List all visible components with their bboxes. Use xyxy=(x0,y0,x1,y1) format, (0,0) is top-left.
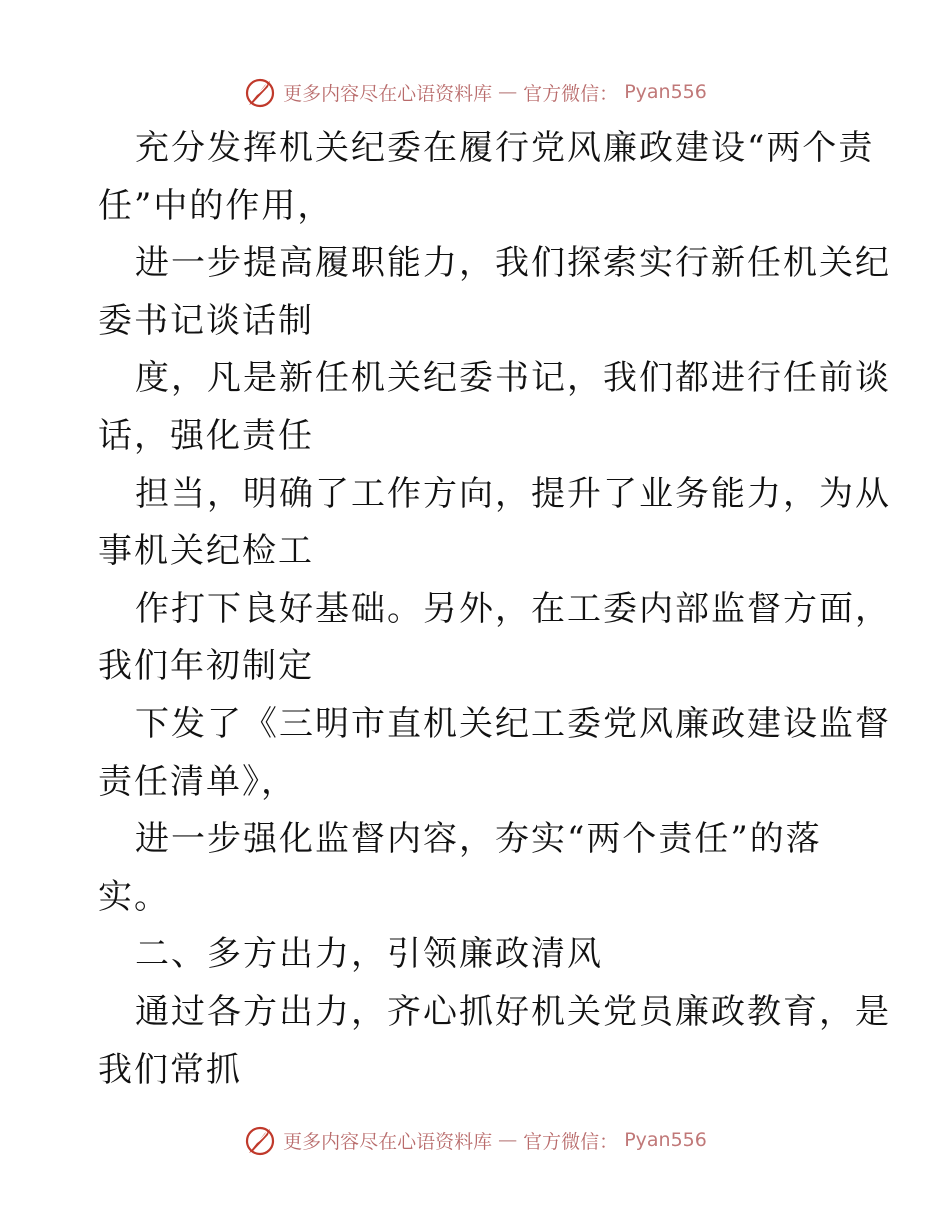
quill-pen-logo-icon xyxy=(243,75,277,109)
quill-pen-logo-icon xyxy=(243,1123,277,1157)
watermark-separator: — xyxy=(498,1129,518,1151)
section-heading: 二、多方出力，引领廉政清风 xyxy=(135,934,603,975)
paragraph-line: 责任清单》， xyxy=(98,761,297,802)
watermark-site-text: 更多内容尽在心语资料库 xyxy=(283,1130,493,1153)
paragraph-line: 担当，明确了工作方向，提升了业务能力，为从 xyxy=(135,473,891,514)
header-watermark xyxy=(0,72,950,112)
paragraph-line: 委书记谈话制 xyxy=(98,300,314,341)
paragraph-line: 进一步提高履职能力，我们探索实行新任机关纪 xyxy=(135,243,891,284)
paragraph-line: 任”中的作用， xyxy=(98,185,334,226)
paragraph-line: 事机关纪检工 xyxy=(98,531,314,572)
watermark-official-text: 官方微信： xyxy=(523,82,619,105)
paragraph-line: 作打下良好基础。另外，在工委内部监督方面， xyxy=(135,588,891,629)
paragraph-line: 话，强化责任 xyxy=(98,415,314,456)
watermark-wechat-id: Pyan556 xyxy=(624,81,707,103)
paragraph-line: 实。 xyxy=(98,876,170,917)
watermark-official-text: 官方微信： xyxy=(523,1130,619,1153)
footer-watermark xyxy=(0,1120,950,1160)
watermark-wechat-id: Pyan556 xyxy=(624,1129,707,1151)
paragraph-line: 度，凡是新任机关纪委书记，我们都进行任前谈 xyxy=(135,358,891,399)
paragraph-line: 我们常抓 xyxy=(98,1049,242,1090)
paragraph-line: 下发了《三明市直机关纪工委党风廉政建设监督 xyxy=(135,703,891,744)
watermark-site-text: 更多内容尽在心语资料库 xyxy=(283,82,493,105)
paragraph-line: 进一步强化监督内容，夯实“两个责任”的落 xyxy=(135,819,822,860)
paragraph-line: 充分发挥机关纪委在履行党风廉政建设“两个责 xyxy=(135,128,875,168)
watermark-separator: — xyxy=(498,81,518,103)
paragraph-line: 通过各方出力，齐心抓好机关党员廉政教育，是 xyxy=(135,991,891,1032)
paragraph-line: 我们年初制定 xyxy=(98,646,314,687)
document-body xyxy=(98,120,891,1099)
